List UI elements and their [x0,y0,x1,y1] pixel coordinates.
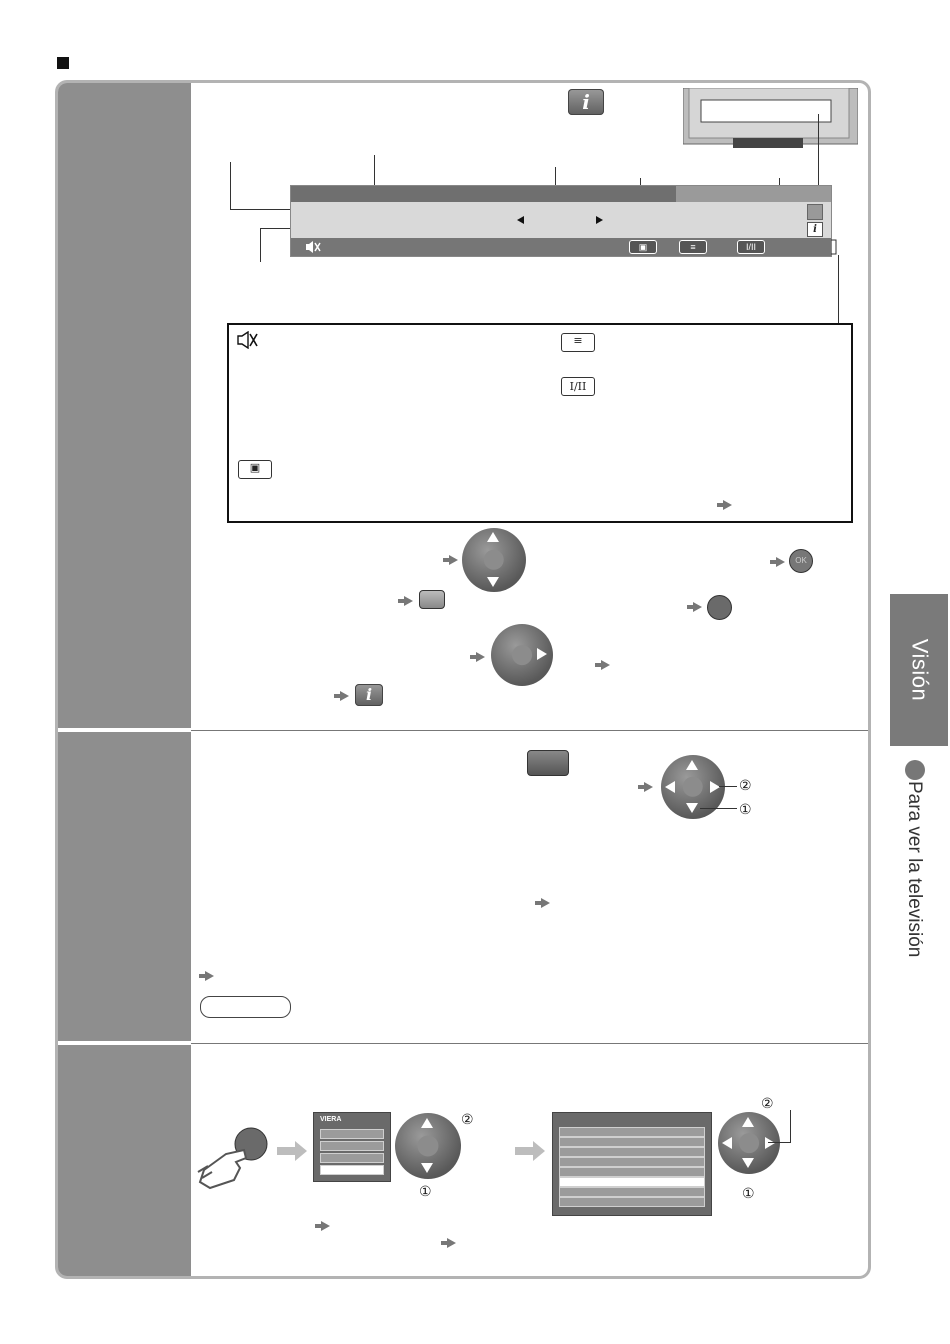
info-button[interactable]: i [568,89,604,115]
ok-button[interactable]: OK [789,549,813,573]
cursor-pad [661,755,725,819]
banner-body [291,202,831,238]
callout-line [838,255,839,323]
cursor-pad [718,1112,780,1174]
callout-line [719,786,737,787]
callout-line [230,209,292,210]
left-arrow-icon [665,781,675,793]
callout-line [555,167,556,187]
callout-line [768,1142,790,1143]
callout-line [260,228,292,229]
brand-logo: VIERA [320,1116,342,1123]
callout-line [260,228,261,262]
banner-top-right [676,186,831,202]
down-arrow-icon [421,1163,433,1173]
option-button[interactable] [419,590,445,609]
row-divider [191,730,868,731]
step-arrow-icon [340,691,349,701]
mute-icon [305,240,321,254]
section-tab-label: Visión [907,638,932,702]
info-button[interactable]: i [355,684,383,706]
step-arrow-icon [601,660,610,670]
banner-info-icon: i [807,222,823,237]
subtitle-icon: ▣ [238,460,272,479]
step-arrow-icon [447,1238,456,1248]
banner-square-icon [807,204,823,220]
row-divider [191,1043,868,1044]
left-column-divider [58,728,191,732]
teletext-icon: ≡ [561,333,595,352]
step-arrow-icon [693,602,702,612]
bracket-mark [830,239,840,255]
callout-line [374,155,375,187]
step-two-marker: ② [761,1095,774,1111]
audio-mode-icon: I/II [561,377,595,396]
cursor-pad [491,624,553,686]
ok-center [739,1133,759,1153]
note-label [200,996,291,1018]
big-arrow-icon [515,1141,545,1161]
function-button[interactable] [527,750,569,776]
up-arrow-icon [742,1117,754,1127]
section-bullet [57,57,69,69]
left-column-divider [58,1041,191,1045]
banner-top-bar [291,186,831,202]
callout-line [230,162,231,210]
ok-center [484,550,504,570]
step-one-marker: ① [742,1185,755,1201]
ok-center [512,645,532,665]
left-column [58,83,191,1276]
exit-button[interactable] [707,595,732,620]
banner-status-bar [291,238,831,256]
step-arrow-icon [404,596,413,606]
callout-line [790,1110,791,1143]
step-arrow-icon [776,557,785,567]
step-two-marker: ② [739,777,752,793]
step-one-marker: ① [739,801,752,817]
hand-pressing-icon [196,1124,276,1192]
bullet-dot-icon [905,760,925,780]
right-arrow-icon [765,1137,775,1149]
main-menu-screen [313,1112,391,1182]
cursor-pad [462,528,526,592]
up-arrow-icon [487,532,499,542]
info-banner [290,185,832,257]
left-arrow-icon [722,1137,732,1149]
mute-icon [237,331,259,349]
tv-illustration [683,88,858,148]
section-subtitle-text: Para ver la televisión [904,781,925,958]
main-panel [55,80,871,1279]
step-arrow-icon [541,898,550,908]
see-page-arrow-icon [723,500,732,510]
right-arrow-icon [710,781,720,793]
down-arrow-icon [686,803,698,813]
up-arrow-icon [421,1118,433,1128]
big-arrow-icon [277,1141,307,1161]
step-arrow-icon [205,971,214,981]
setup-menu-screen [552,1112,712,1216]
step-arrow-icon [644,782,653,792]
down-arrow-icon [742,1158,754,1168]
ok-center [417,1135,438,1156]
callout-line [818,114,819,186]
step-arrow-icon [449,555,458,565]
step-one-marker: ① [419,1183,432,1199]
icon-legend [227,323,853,523]
step-arrow-icon [476,652,485,662]
up-arrow-icon [686,760,698,770]
cursor-pad [395,1113,461,1179]
step-arrow-icon [321,1221,330,1231]
section-subtitle [894,760,938,980]
callout-line [700,808,737,809]
right-arrow-icon [537,648,547,660]
down-arrow-icon [487,577,499,587]
banner-prev-arrow [517,216,524,224]
banner-next-arrow [596,216,603,224]
audio-mode-icon: I/II [737,240,765,254]
subtitle-icon: ▣ [629,240,657,254]
teletext-icon: ≡ [679,240,707,254]
ok-center [683,777,703,797]
step-two-marker: ② [461,1111,474,1127]
